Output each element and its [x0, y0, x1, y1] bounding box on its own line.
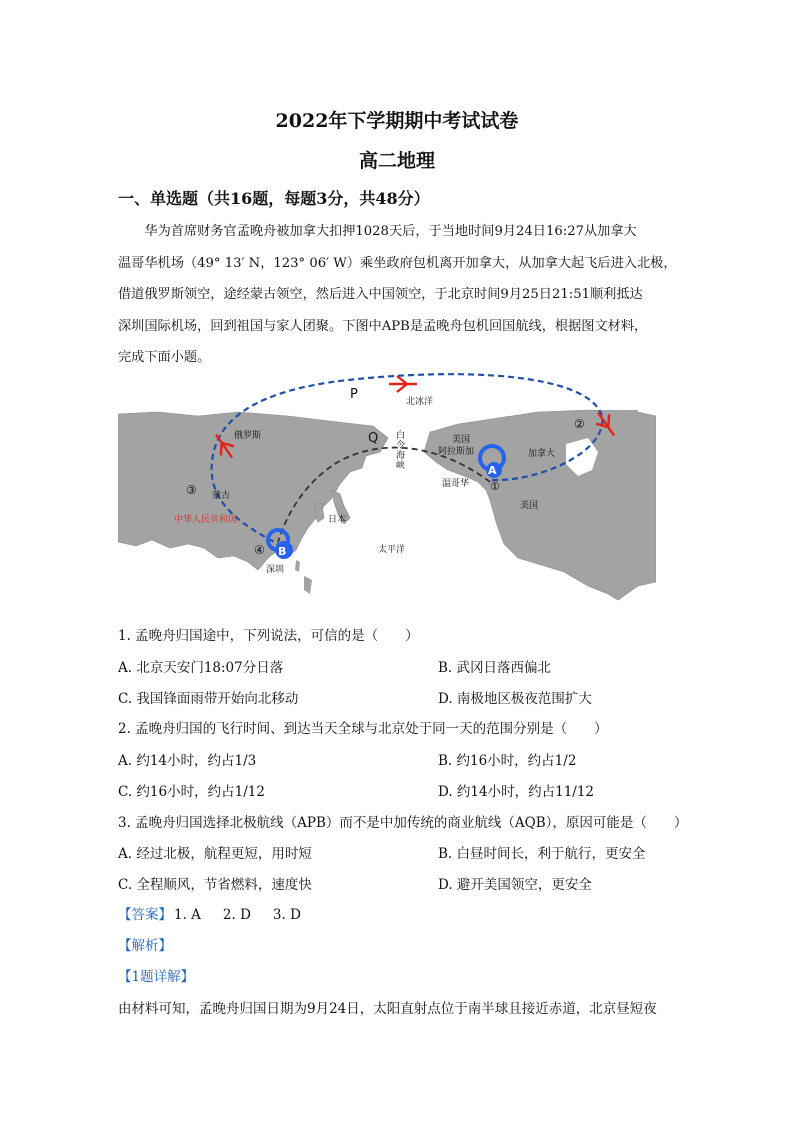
question-3-stem: 3. 孟晚舟归国选择北极航线（APB）而不是中加传统的商业航线（AQB），原因可能是（ ） — [118, 815, 688, 831]
question-3-option-c: C. 全程顺风，节省燃料，速度快 — [118, 877, 312, 893]
question-3-option-b: B. 白昼时间长，利于航行，更安全 — [438, 846, 646, 862]
question-1-stem: 1. 孟晚舟归国途中，下列说法，可信的是（ ） — [118, 628, 419, 644]
answer-item: 1. A — [174, 907, 201, 923]
section-title: 一、单选题（共16题，每题3分，共48分） — [118, 189, 430, 208]
answer-line — [118, 903, 301, 923]
exam-title: 2022年下学期期中考试试卷 — [275, 110, 519, 132]
question-2-option-a: A. 约14小时，约占1/3 — [118, 753, 257, 769]
label-bering: 海 — [396, 451, 406, 461]
label-q: Q — [368, 431, 379, 446]
analysis-detail-label: 【1题详解】 — [118, 969, 195, 985]
label-japan: 日本 — [328, 515, 347, 525]
label-b: B — [278, 545, 287, 558]
label-mongolia: 蒙古 — [212, 491, 231, 501]
label-alaska: 阿拉斯加 — [438, 447, 475, 457]
label-bering: 峡 — [396, 461, 406, 471]
label-a: A — [488, 464, 497, 477]
question-1-option-d: D. 南极地区极夜范围扩大 — [438, 691, 592, 707]
label-n3: ③ — [186, 483, 197, 497]
label-p: P — [350, 387, 358, 402]
intro-line: 深圳国际机场，回到祖国与家人团聚。下图中APB是孟晚舟包机回国航线，根据图文材料， — [118, 318, 648, 334]
airplane-icon — [389, 376, 417, 392]
question-1-option-a: A. 北京天安门18:07分日落 — [118, 660, 284, 676]
intro-line: 借道俄罗斯领空，途经蒙古领空，然后进入中国领空，于北京时间9月25日21:51顺利抵达 — [118, 287, 643, 302]
question-3-option-d: D. 避开美国领空，更安全 — [438, 877, 592, 893]
question-2-option-d: D. 约14小时，约占11/12 — [438, 784, 595, 800]
label-alaska: 美国 — [452, 435, 471, 445]
question-3-option-a: A. 经过北极，航程更短，用时短 — [118, 846, 312, 862]
label-bering: 令 — [396, 441, 406, 451]
analysis-text: 由材料可知，孟晚舟归国日期为9月24日，太阳直射点位于南半球且接近赤道，北京昼短夜 — [118, 1001, 657, 1017]
label-n4: ④ — [254, 543, 265, 557]
label-canada: 加拿大 — [528, 449, 556, 459]
label-shenzhen: 深圳 — [266, 565, 285, 575]
intro-line: 完成下面小题。 — [118, 350, 211, 365]
question-2-stem: 2. 孟晚舟归国的飞行时间、到达当天全球与北京处于同一天的范围分别是（ ） — [118, 721, 608, 737]
intro-line: 温哥华机场（49° 13′ N，123° 06′ W）乘坐政府包机离开加拿大，从加拿大起飞后进入北极， — [118, 255, 677, 271]
label-arctic: 北冰洋 — [406, 397, 434, 407]
exam-subtitle: 高二地理 — [358, 150, 435, 172]
intro-paragraph — [118, 216, 684, 374]
label-usa: 美国 — [520, 501, 539, 511]
label-n2: ② — [574, 417, 585, 431]
intro-line: 华为首席财务官孟晚舟被加拿大扣押1028天后，于当地时间9月24日16:27从加拿大 — [144, 224, 637, 239]
label-vancouver: 温哥华 — [442, 479, 470, 489]
label-n1: ① — [490, 480, 500, 493]
answer-label: 【答案】 — [118, 907, 172, 923]
analysis-label: 【解析】 — [118, 938, 172, 954]
question-1-option-b: B. 武冈日落西偏北 — [438, 660, 552, 676]
route-map — [118, 372, 656, 604]
answer-item: 3. D — [272, 907, 301, 923]
answer-item: 2. D — [222, 907, 251, 923]
label-china: 中华人民共和国 — [174, 515, 238, 525]
question-2-option-c: C. 约16小时，约占1/12 — [118, 784, 265, 800]
question-2-option-b: B. 约16小时，约占1/2 — [438, 753, 577, 769]
label-pacific: 太平洋 — [378, 545, 406, 555]
question-1-option-c: C. 我国锋面雨带开始向北移动 — [118, 691, 299, 707]
label-bering: 白 — [396, 431, 406, 441]
label-russia: 俄罗斯 — [234, 431, 262, 441]
